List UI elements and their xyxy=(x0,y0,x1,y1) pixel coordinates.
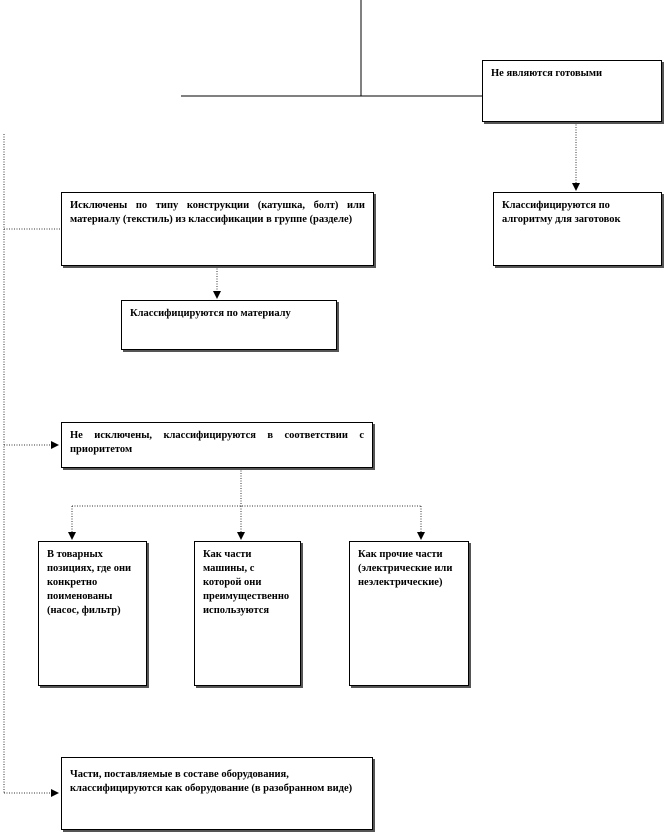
box-not-excluded: Не исключены, классифицируются в соответствии с приоритетом xyxy=(61,422,373,468)
box-excluded: Исключены по типу конструкции (катушка, болт) или материалу (текстиль) из классификации в группе (разделе) xyxy=(61,192,374,266)
box-by-material: Классифицируются по материалу xyxy=(121,300,337,350)
box-other-parts: Как прочие части (электрические или неэлектрические) xyxy=(349,541,469,686)
box-as-equipment: Части, поставляемые в составе оборудования, классифицируются как оборудование (в разобранном виде) xyxy=(61,757,373,830)
box-by-algorithm: Классифицируются по алгоритму для заготовок xyxy=(493,192,662,266)
box-in-goods-positions: В товарных позициях, где они конкретно поименованы (насос, фильтр) xyxy=(38,541,147,686)
box-machine-parts: Как части машины, с которой они преимущественно используются xyxy=(194,541,301,686)
box-not-ready: Не являются готовыми xyxy=(482,60,662,122)
